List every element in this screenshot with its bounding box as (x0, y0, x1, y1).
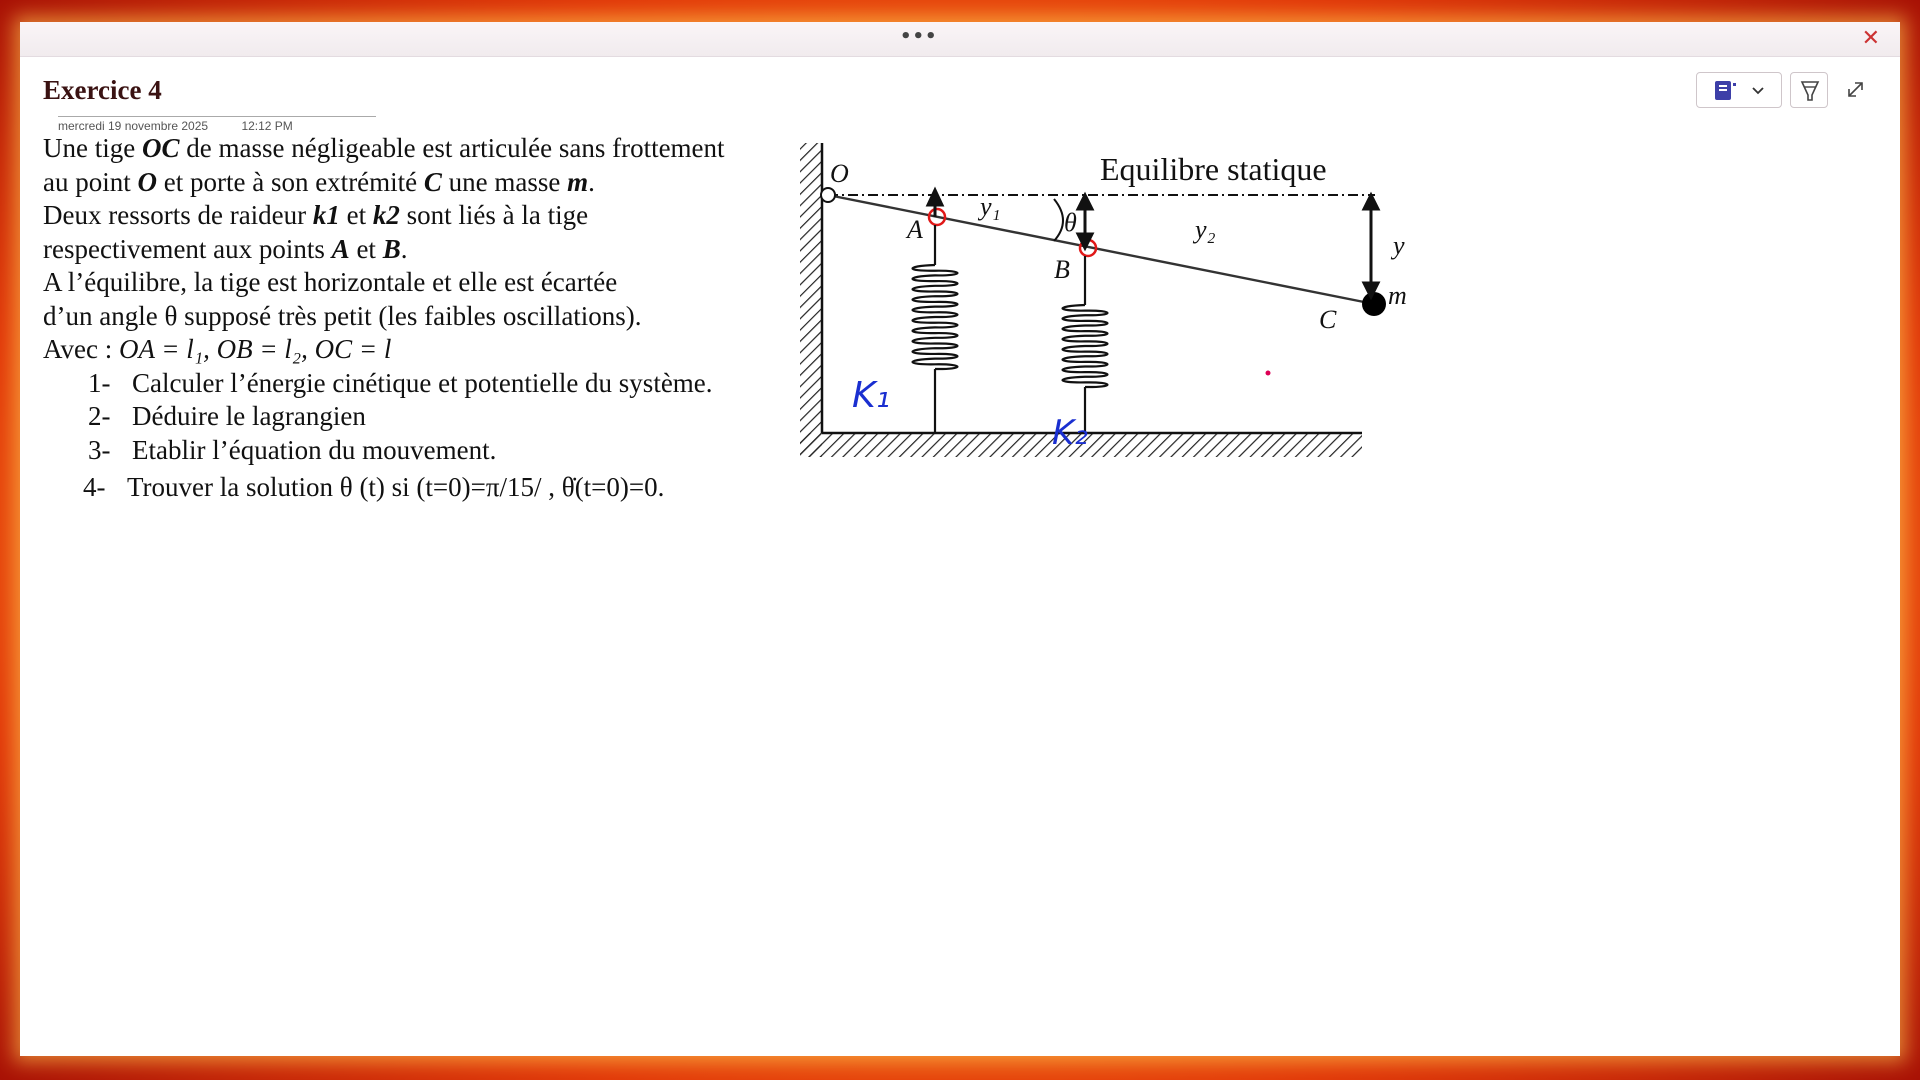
label-y1: y₁ (980, 192, 1001, 221)
list-item: 1- Calculer l’énergie cinétique et potentielle du système. (88, 367, 713, 398)
text-line: Avec : OA = l₁, OB = l₂, OC = l (43, 334, 392, 364)
pen-dot (1266, 371, 1271, 376)
label-C: C (1319, 305, 1337, 334)
text-line: A l’équilibre, la tige est horizontale et elle est écartée (43, 267, 618, 297)
more-options-icon[interactable]: ••• (900, 26, 938, 47)
label-m: m (1388, 281, 1407, 310)
page-meta (58, 116, 376, 133)
highlighter-icon (1791, 73, 1829, 107)
close-button[interactable]: ✕ (1861, 26, 1880, 51)
text-line: Deux ressorts de raideur k1 et k2 sont liés à la tige (43, 200, 589, 230)
diagram-heading: Equilibre statique (1100, 151, 1327, 187)
angle-arc (1054, 199, 1063, 241)
highlighter-button[interactable] (1790, 72, 1828, 108)
question-list (43, 367, 833, 505)
list-item: 2- Déduire le lagrangien (88, 401, 366, 431)
text-line: au point O et porte à son extrémité C une masse m. (43, 166, 595, 197)
exercise-text (43, 132, 833, 505)
page-date: mercredi 19 novembre 2025 (58, 119, 209, 133)
label-B: B (1054, 255, 1070, 284)
notebook-button[interactable] (1696, 72, 1782, 108)
text-line: Une tige OC de masse négligeable est articulée sans frottement (43, 133, 725, 163)
page-time: 12:12 PM (241, 119, 293, 133)
label-A: A (907, 215, 923, 244)
rod (828, 195, 1374, 304)
handwritten-k1: K₁ (852, 375, 891, 416)
page-title: Exercice 4 (43, 75, 162, 105)
expand-icon (1844, 76, 1868, 102)
list-item: 4- Trouver la solution θ (t) si (t=0)=π/15/ , θ̇(t=0)=0. (83, 472, 665, 502)
notebook-icon (1697, 73, 1783, 107)
mechanics-diagram (800, 137, 1420, 557)
label-y: y (1393, 231, 1405, 260)
spring-k1 (913, 225, 958, 433)
handwritten-k2: K₂ (1052, 413, 1088, 453)
expand-button[interactable] (1844, 76, 1868, 102)
label-O: O (830, 159, 849, 188)
label-y2: y₂ (1195, 215, 1216, 244)
pivot-O (821, 188, 835, 202)
note-window (20, 22, 1900, 1056)
mass-m (1362, 292, 1386, 316)
window-topbar (20, 22, 1900, 57)
list-item: 3- Etablir l’équation du mouvement. (88, 434, 497, 465)
text-line: d’un angle θ supposé très petit (les faibles oscillations). (43, 300, 642, 331)
chevron-down-icon (1753, 88, 1763, 93)
text-line: respectivement aux points A et B. (43, 233, 408, 264)
wall (800, 143, 822, 457)
label-theta: θ (1064, 208, 1077, 237)
